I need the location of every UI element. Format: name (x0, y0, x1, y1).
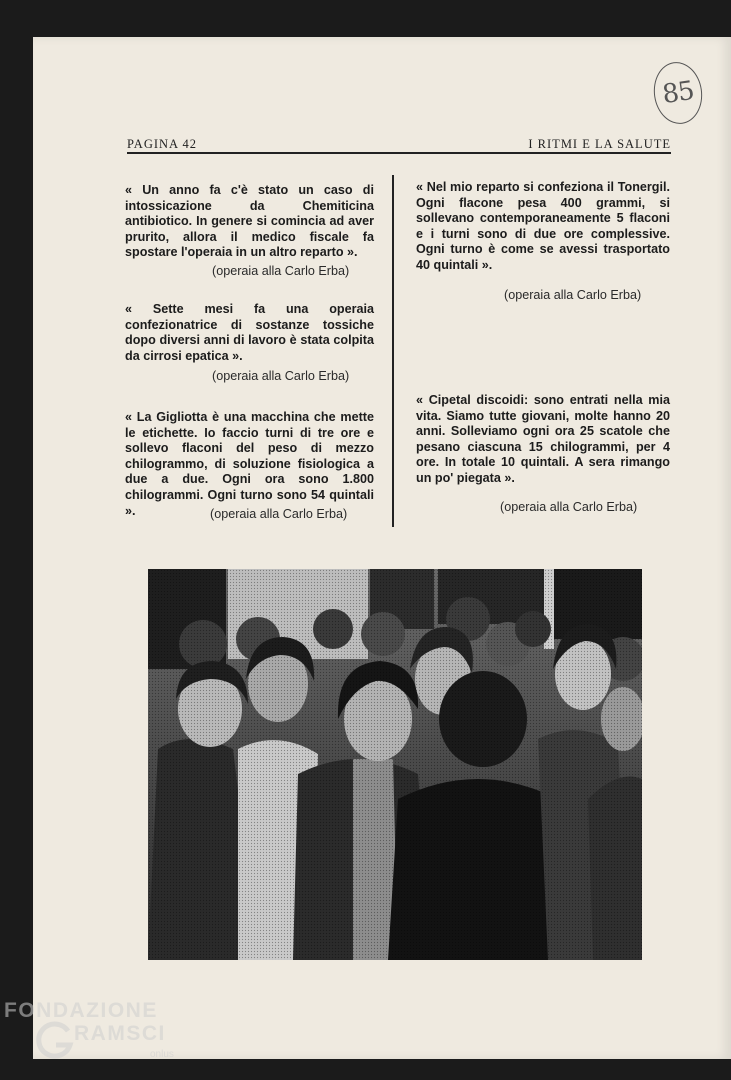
page-label: PAGINA 42 (127, 137, 198, 151)
photo-illustration (148, 569, 642, 960)
attribution-left-3: (operaia alla Carlo Erba) (210, 507, 348, 521)
watermark-line2: RAMSCI (74, 1022, 166, 1045)
attribution-left-2: (operaia alla Carlo Erba) (212, 369, 350, 383)
handwritten-page-number: 85 (650, 59, 706, 127)
quote-right-2: « Cipetal discoidi: sono entrati nella mia vita. Siamo tutte giovani, molte hanno 20 anni. Solleviamo ogni ora 25 scatole che pesano ciascuna 15 chilogrammi, per 4 ore. In totale 10 quintali. A sera rimango un po' piegata ». (416, 393, 670, 485)
watermark-line1: FONDAZIONE (4, 999, 158, 1022)
quote-left-1: « Un anno fa c'è stato un caso di intossicazione da Chemiticina antibiotico. In genere si comincia ad aver prurito, allora il medico fiscale fa spostare l'operaia in un altro reparto ». (125, 183, 374, 260)
attribution-left-1: (operaia alla Carlo Erba) (212, 264, 350, 278)
photograph-women-workers (148, 569, 642, 960)
quote-left-3: « La Gigliotta è una macchina che mette le etichette. Io faccio turni di tre ore e sollevo flaconi del peso di mezzo chilogrammo, di soluzione fisiologica a due a due. Ogni ora sono 1.800 chilogrammi. Ogni turno sono 54 quintali ». (125, 410, 374, 518)
attribution-right-2: (operaia alla Carlo Erba) (500, 500, 638, 514)
column-divider (392, 175, 394, 527)
quote-right-1: « Nel mio reparto si confeziona il Tonergil. Ogni flacone pesa 400 grammi, si sollevano contemporaneamente 5 flaconi e i turni sono di due ore complessive. Ogni turno è come se avessi trasportato 40 quintali ». (416, 180, 670, 272)
quote-left-2: « Sette mesi fa una operaia confezionatrice di sostanze tossiche dopo diversi anni di lavoro è stata colpita da cirrosi epatica ». (125, 302, 374, 363)
header-rule (127, 152, 671, 154)
attribution-right-1: (operaia alla Carlo Erba) (504, 288, 642, 302)
section-title: I RITMI E LA SALUTE (528, 137, 671, 151)
watermark-line3: onlus (150, 1049, 174, 1060)
